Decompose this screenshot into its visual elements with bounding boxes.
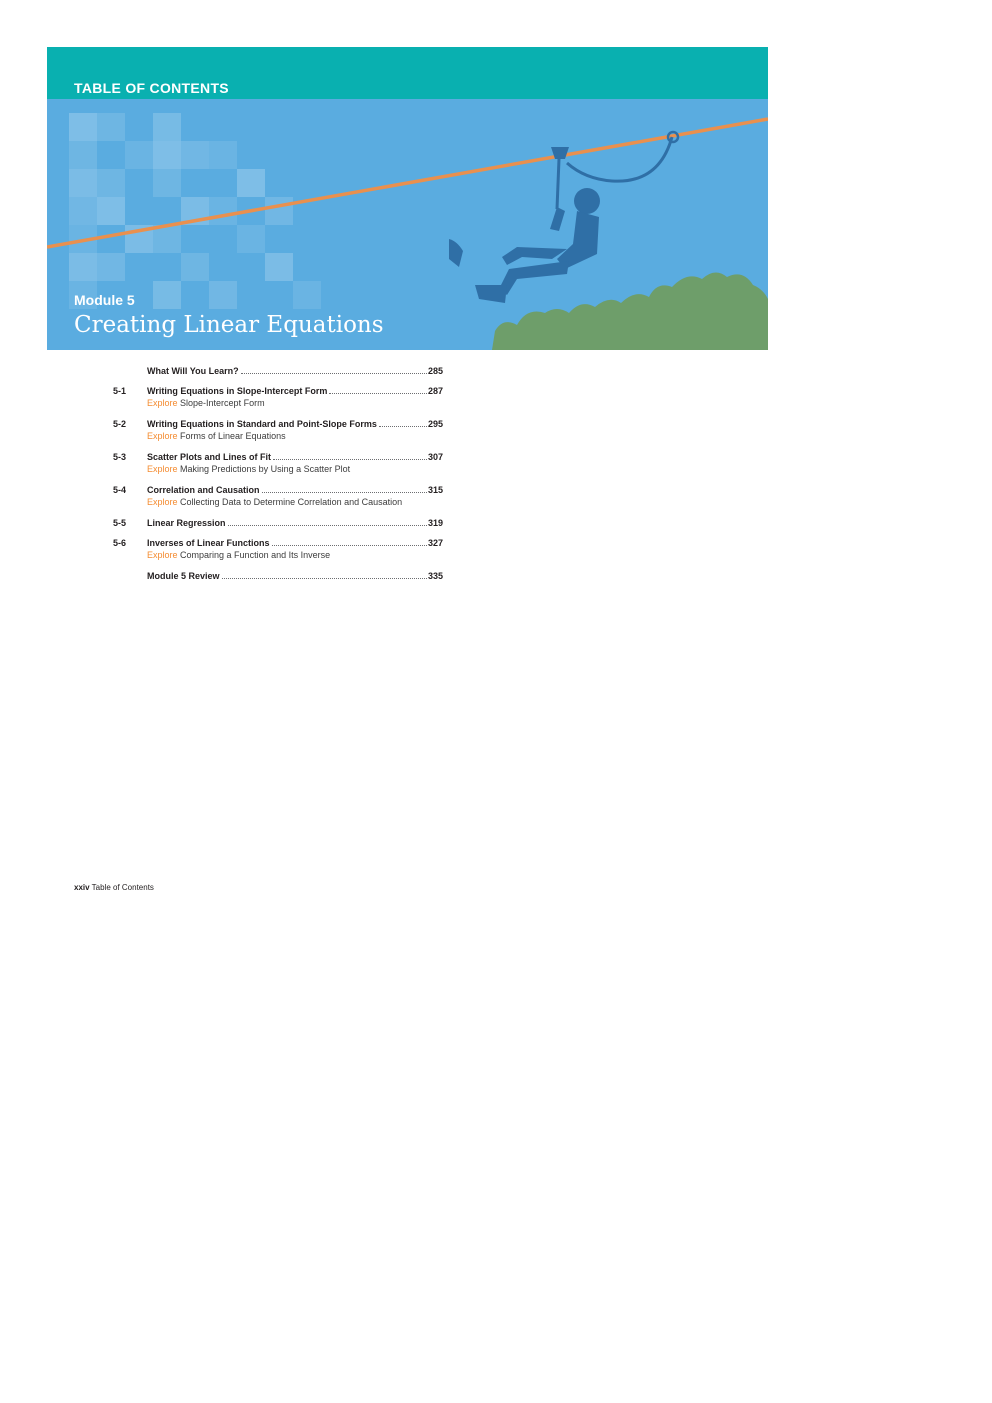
module-banner (47, 99, 768, 350)
lesson-number: 5-5 (113, 518, 127, 528)
toc-entry[interactable] (113, 518, 443, 529)
explore-title: Comparing a Function and Its Inverse (180, 550, 331, 560)
lesson-number: 5-1 (113, 386, 127, 396)
dot-leader (272, 545, 427, 546)
page-footer (74, 883, 154, 892)
toc-entry-line (113, 366, 443, 377)
explore-activity[interactable] (113, 496, 443, 509)
lesson-title[interactable]: Scatter Plots and Lines of Fit (147, 452, 272, 462)
toc-entry[interactable] (113, 386, 443, 410)
lesson-title[interactable]: Linear Regression (147, 518, 226, 528)
module-number: Module 5 (74, 292, 135, 308)
explore-label: Explore (147, 550, 178, 560)
lesson-title[interactable]: Module 5 Review (147, 571, 220, 581)
toc-entry-line (113, 452, 443, 463)
toc-entry-line (113, 419, 443, 430)
page-number[interactable]: 327 (427, 538, 443, 548)
explore-activity[interactable] (113, 463, 443, 476)
toc-entry-line (113, 386, 443, 397)
dot-leader (329, 393, 427, 394)
toc-entry-line (113, 485, 443, 496)
lesson-title[interactable]: Correlation and Causation (147, 485, 260, 495)
page-number[interactable]: 307 (427, 452, 443, 462)
explore-activity[interactable] (113, 397, 443, 410)
lesson-number: 5-2 (113, 419, 127, 429)
page-number[interactable]: 319 (427, 518, 443, 528)
lesson-title[interactable]: Writing Equations in Slope-Intercept Form (147, 386, 328, 396)
toc-entry-line (113, 538, 443, 549)
toc-entry-line (113, 518, 443, 529)
dot-leader (241, 373, 427, 374)
page-number: xxiv (74, 883, 90, 892)
explore-title: Forms of Linear Equations (180, 431, 286, 441)
explore-label: Explore (147, 497, 178, 507)
dot-leader (262, 492, 427, 493)
section-header-bar (47, 47, 768, 99)
page-number[interactable]: 287 (427, 386, 443, 396)
lesson-number: 5-4 (113, 485, 127, 495)
toc-entry-line (113, 571, 443, 582)
explore-label: Explore (147, 398, 178, 408)
explore-label: Explore (147, 431, 178, 441)
lesson-title[interactable]: Writing Equations in Standard and Point-Slope Forms (147, 419, 377, 429)
page-number[interactable]: 335 (427, 571, 443, 581)
page-number[interactable]: 295 (427, 419, 443, 429)
lesson-title[interactable]: What Will You Learn? (147, 366, 239, 376)
toc-entry[interactable] (113, 538, 443, 562)
lesson-number: 5-6 (113, 538, 127, 548)
dot-leader (222, 578, 427, 579)
page-number[interactable]: 285 (427, 366, 443, 376)
dot-leader (273, 459, 427, 460)
explore-label: Explore (147, 464, 178, 474)
explore-title: Collecting Data to Determine Correlation and Causation (180, 497, 403, 507)
toc-entry[interactable] (113, 452, 443, 476)
toc-entry[interactable] (113, 571, 443, 582)
explore-title: Making Predictions by Using a Scatter Plot (180, 464, 351, 474)
lesson-number: 5-3 (113, 452, 127, 462)
lesson-title[interactable]: Inverses of Linear Functions (147, 538, 270, 548)
module-title: Creating Linear Equations (74, 312, 384, 338)
dot-leader (379, 426, 427, 427)
dot-leader (228, 525, 427, 526)
table-of-contents (113, 366, 443, 591)
footer-label: Table of Contents (91, 883, 154, 892)
section-label: TABLE OF CONTENTS (74, 80, 229, 96)
explore-activity[interactable] (113, 549, 443, 562)
toc-entry[interactable] (113, 485, 443, 509)
page-number[interactable]: 315 (427, 485, 443, 495)
explore-title: Slope-Intercept Form (180, 398, 265, 408)
toc-entry[interactable] (113, 419, 443, 443)
explore-activity[interactable] (113, 430, 443, 443)
toc-entry[interactable] (113, 366, 443, 377)
